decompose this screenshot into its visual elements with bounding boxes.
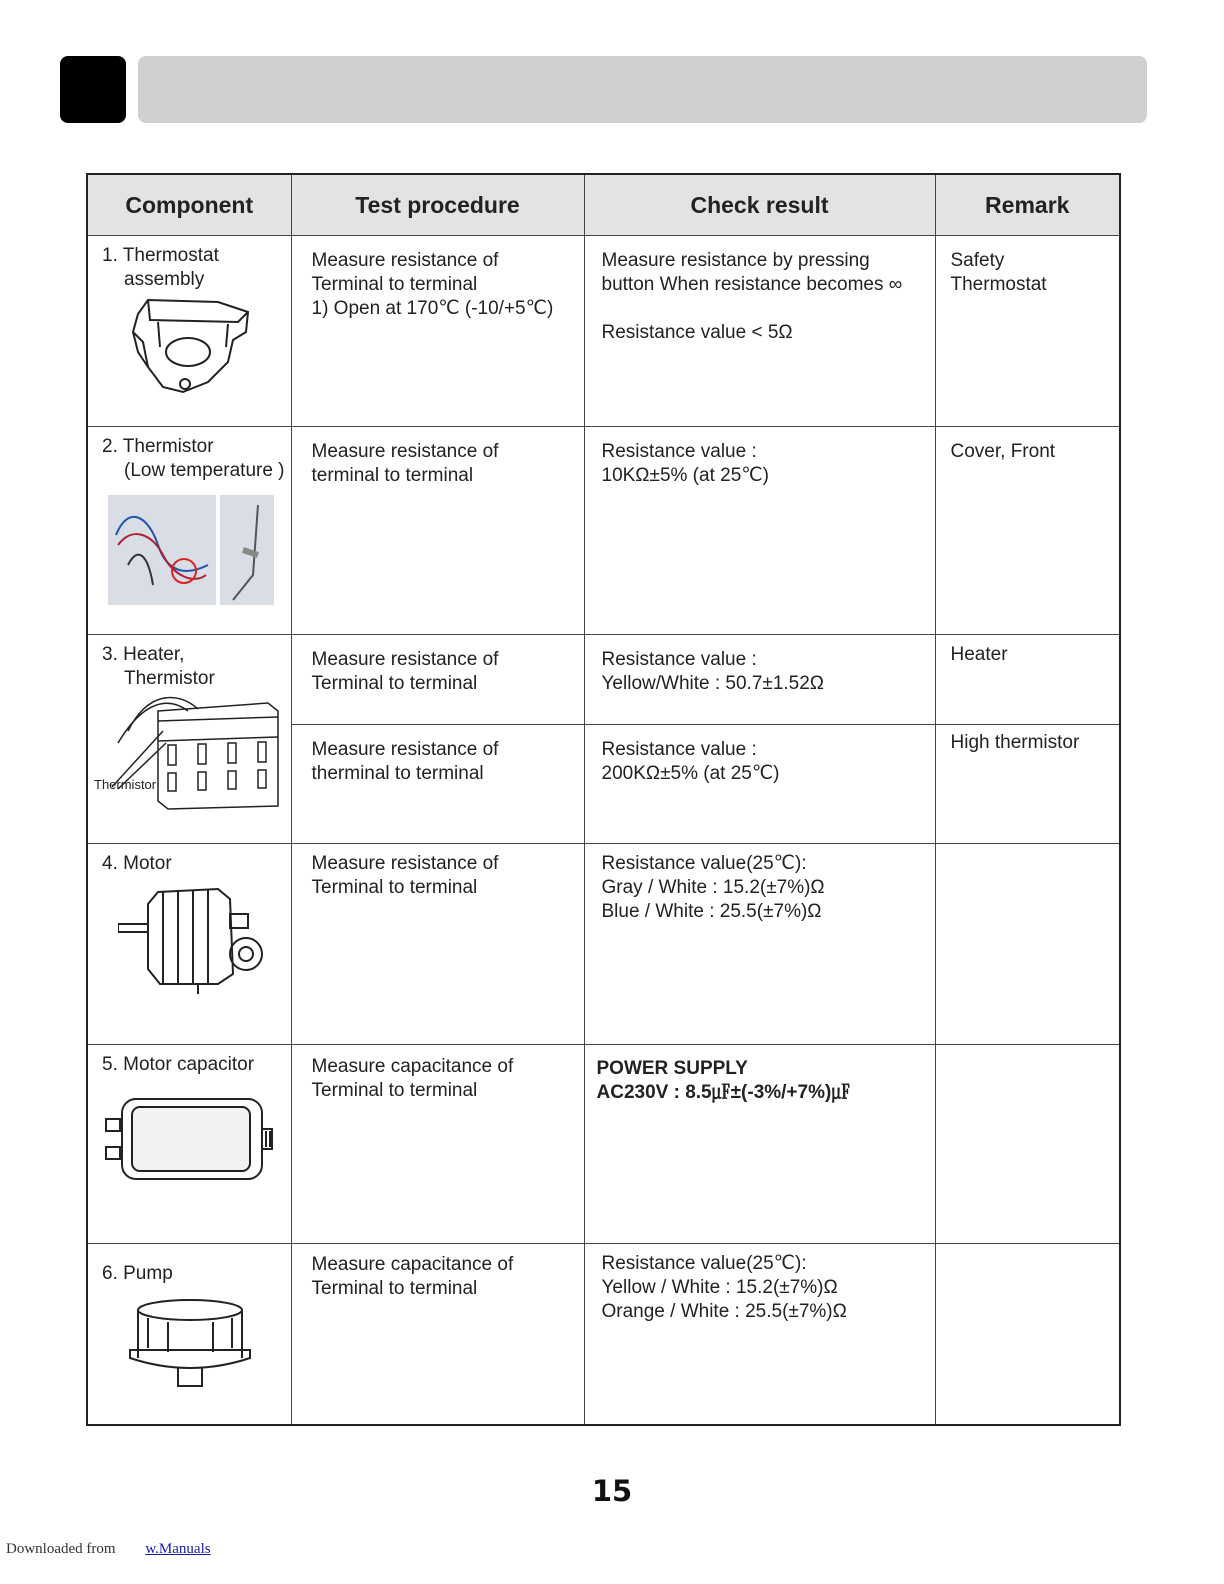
header-check-result: Check result [584,174,935,236]
capacitor-image [88,1077,291,1187]
remark-line: Heater [950,644,1008,666]
remark-line: High thermistor [950,732,1080,754]
procedure-line: Terminal to terminal [311,877,478,899]
table-row [87,236,1120,427]
result-cell [584,1045,935,1244]
component-cell [87,844,291,1045]
result-line: 10KΩ±5% (at 25℃) [601,465,769,487]
component-cell [87,635,291,844]
result-line: 200KΩ±5% (at 25℃) [601,763,780,785]
result-line: Resistance value : [601,739,757,761]
procedure-cell [291,635,584,725]
result-line: POWER SUPPLY [596,1058,748,1080]
header-remark: Remark [935,174,1120,236]
remark-cell [935,844,1120,1045]
component-name: 3. Heater, [102,644,185,666]
remark-cell [935,635,1120,725]
procedure-line: Measure resistance of [311,250,499,271]
result-cell [584,844,935,1045]
motor-image [88,876,291,994]
remark-cell [935,236,1120,427]
result-line: Yellow / White : 15.2(±7%)Ω [601,1277,838,1299]
table-row [87,844,1120,1045]
thermistor-photo [88,483,291,607]
procedure-cell [291,1244,584,1425]
heater-image [88,691,291,813]
header-component: Component [87,174,291,236]
procedure-line: terminal to terminal [311,465,474,487]
result-line: Orange / White : 25.5(±7%)Ω [601,1301,847,1323]
result-line: Gray / White : 15.2(±7%)Ω [601,877,825,899]
procedure-line: Measure capacitance of [311,1056,514,1078]
result-cell [584,236,935,427]
header-bar [138,56,1147,123]
procedure-line: Terminal to terminal [311,274,478,295]
result-cell [584,635,935,725]
remark-line: Cover, Front [950,441,1056,463]
table-row [87,635,1120,725]
procedure-line: Measure resistance of [311,739,499,761]
section-tab [60,56,126,123]
result-cell [584,427,935,635]
result-line: Resistance value < 5Ω [601,322,793,343]
table-header-row [87,174,1120,236]
remark-cell [935,1244,1120,1425]
procedure-cell [291,427,584,635]
procedure-line: Measure resistance of [311,441,499,463]
table-row [87,1045,1120,1244]
thermistor-callout: Thermistor [94,777,157,793]
remark-line: Safety [950,250,1005,271]
procedure-line: therminal to terminal [311,763,484,785]
result-line: AC230V : 8.5㎌±(-3%/+7%)㎌ [596,1082,851,1104]
footer-prefix: Downloaded from [6,1541,116,1557]
procedure-line: Measure resistance of [311,649,499,671]
result-line: Yellow/White : 50.7±1.52Ω [601,673,824,695]
result-line: Resistance value : [601,649,757,671]
pump-image [88,1286,291,1388]
remark-cell [935,427,1120,635]
procedure-cell [291,725,584,844]
component-name: 6. Pump [102,1263,173,1285]
result-line: Blue / White : 25.5(±7%)Ω [601,901,822,923]
component-cell [87,1244,291,1425]
component-name: 2. Thermistor [102,436,214,458]
component-cell [87,427,291,635]
component-name-cont: (Low temperature ) [124,460,285,482]
result-cell [584,725,935,844]
procedure-line: Terminal to terminal [311,1080,478,1102]
page-number: 15 [591,1474,633,1508]
component-test-table [86,173,1121,1426]
component-name: 5. Motor capacitor [102,1054,255,1076]
procedure-line: Measure resistance of [311,853,499,875]
remark-line: Thermostat [950,274,1047,295]
procedure-line: Measure capacitance of [311,1254,514,1276]
result-line: Resistance value(25℃): [601,853,807,875]
component-name: 1. Thermostat [102,245,219,266]
procedure-line: Terminal to terminal [311,673,478,695]
footer-link[interactable]: w.Manuals [145,1541,211,1557]
component-name-cont: assembly [124,269,205,290]
procedure-line: 1) Open at 170℃ (-10/+5℃) [311,298,554,319]
component-name-cont: Thermistor [124,668,215,690]
remark-cell [935,1045,1120,1244]
component-cell [87,1045,291,1244]
result-line: Resistance value(25℃): [601,1253,807,1275]
procedure-line: Terminal to terminal [311,1278,478,1300]
remark-cell [935,725,1120,844]
table-row [87,1244,1120,1425]
header-test-procedure: Test procedure [291,174,584,236]
procedure-cell [291,844,584,1045]
footer [6,1541,259,1558]
result-line: Measure resistance by pressing [601,250,870,271]
result-cell [584,1244,935,1425]
thermostat-image [88,292,291,397]
procedure-cell [291,1045,584,1244]
table-row [87,427,1120,635]
procedure-cell [291,236,584,427]
component-name: 4. Motor [102,853,172,875]
component-cell [87,236,291,427]
result-line: button When resistance becomes ∞ [601,274,903,295]
result-line: Resistance value : [601,441,757,463]
